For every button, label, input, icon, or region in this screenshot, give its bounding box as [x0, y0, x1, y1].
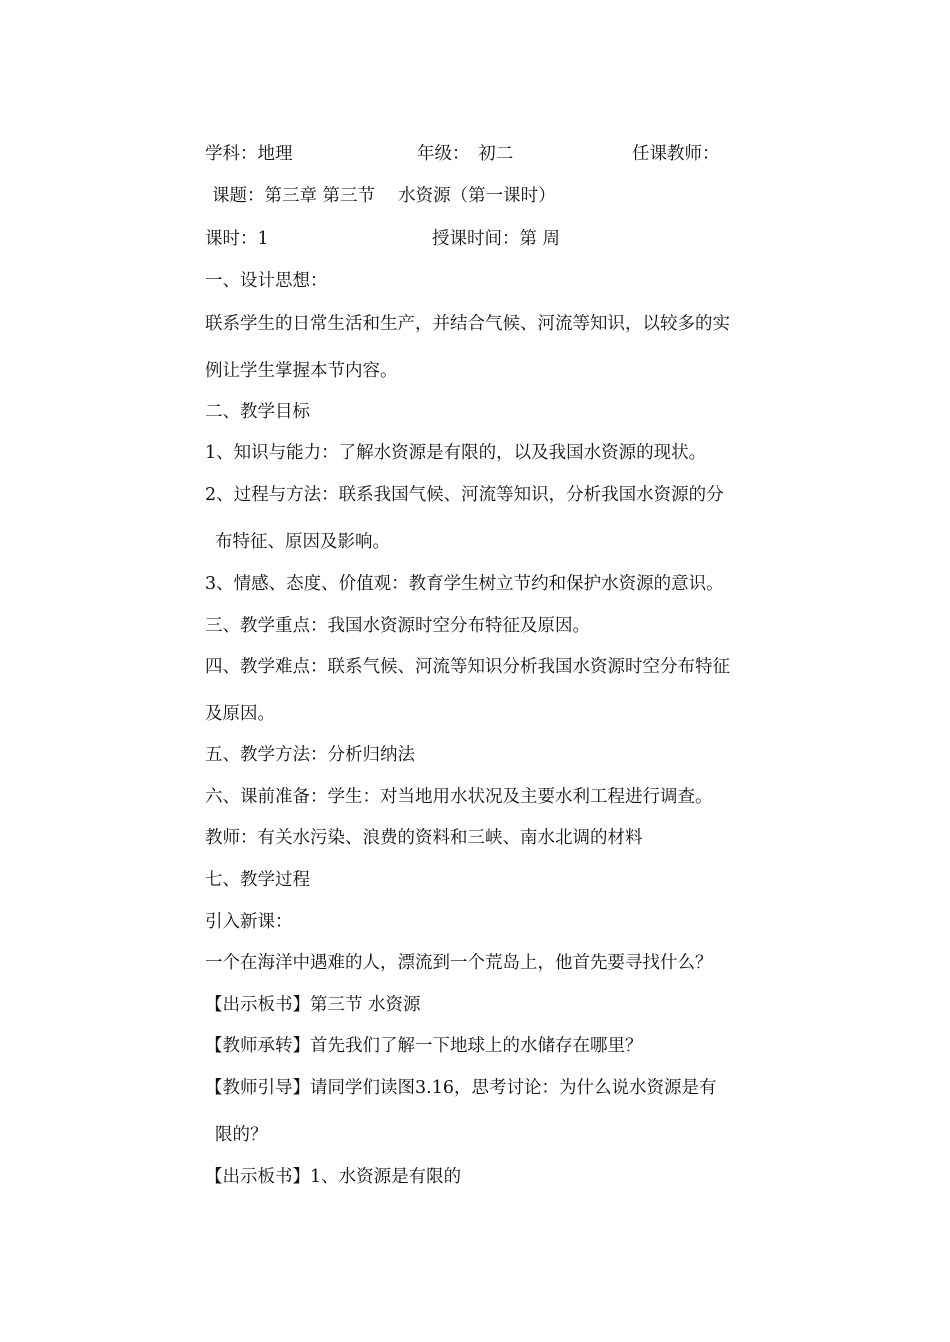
teacher-field: 任课教师： — [632, 144, 720, 164]
teacher-guide-line-2: 限的？ — [215, 1125, 268, 1145]
section-methods: 五、教学方法：分析归纳法 — [205, 745, 415, 765]
section-process-heading: 七、教学过程 — [205, 870, 310, 890]
section-preparation-teacher: 教师：有关水污染、浪费的资料和三峡、南水北调的材料 — [205, 828, 643, 848]
hours-field: 课时：1 — [205, 229, 269, 249]
board-writing-1: 【出示板书】第三节 水资源 — [205, 995, 421, 1015]
section-difficulties-line-2: 及原因。 — [205, 704, 275, 724]
objective-2-line-1: 2、过程与方法：联系我国气候、河流等知识，分析我国水资源的分 — [205, 485, 724, 505]
section-preparation-student: 六、课前准备：学生：对当地用水状况及主要水利工程进行调查。 — [205, 787, 713, 807]
section-key-points: 三、教学重点：我国水资源时空分布特征及原因。 — [205, 616, 590, 636]
section-design-heading: 一、设计思想： — [205, 271, 328, 291]
objective-3: 3、情感、态度、价值观：教育学生树立节约和保护水资源的意识。 — [205, 574, 724, 594]
intro-question: 一个在海洋中遇难的人，漂流到一个荒岛上，他首先要寻找什么？ — [205, 953, 713, 973]
design-text-line-2: 例让学生掌握本节内容。 — [205, 361, 398, 381]
teacher-guide-line-1: 【教师引导】请同学们读图3.16，思考讨论：为什么说水资源是有 — [205, 1078, 717, 1098]
subject-field: 学科：地理 — [205, 144, 293, 164]
section-objectives-heading: 二、教学目标 — [205, 402, 310, 422]
intro-heading: 引入新课： — [205, 912, 293, 932]
design-text-line-1: 联系学生的日常生活和生产，并结合气候、河流等知识，以较多的实 — [205, 314, 730, 334]
objective-2-line-2: 布特征、原因及影响。 — [215, 532, 390, 552]
teacher-transition: 【教师承转】首先我们了解一下地球上的水储存在哪里？ — [205, 1036, 643, 1056]
topic-field: 课题：第三章 第三节 水资源（第一课时） — [212, 186, 556, 206]
board-writing-2: 【出示板书】1、水资源是有限的 — [205, 1167, 462, 1187]
time-field: 授课时间：第 周 — [432, 229, 561, 249]
section-difficulties-line-1: 四、教学难点：联系气候、河流等知识分析我国水资源时空分布特征 — [205, 657, 730, 677]
objective-1: 1、知识与能力：了解水资源是有限的，以及我国水资源的现状。 — [205, 443, 707, 463]
grade-field: 年级： 初二 — [417, 144, 514, 164]
